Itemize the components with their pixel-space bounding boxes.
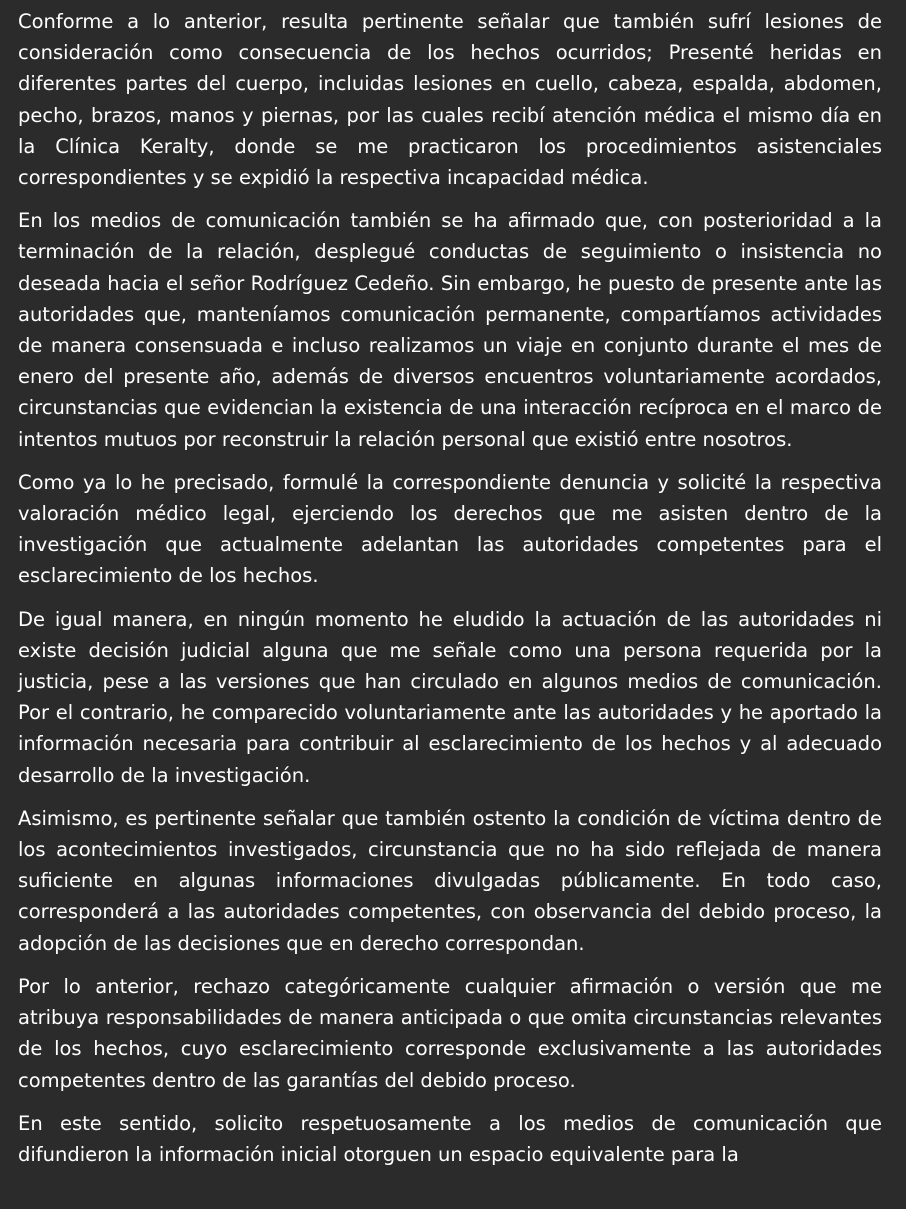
paragraph-injuries: Conforme a lo anterior, resulta pertinente señalar que también sufrí lesiones de consideración como consecuencia de los hechos ocurridos; Presenté heridas en diferentes partes del cuerpo, incluidas lesiones en cuello, cabeza, espalda, abdomen, pecho, brazos, manos y piernas, por las cuales recibí atención médica el mismo día en la Clínica Keralty, donde se me practicaron los procedimientos asistenciales correspondientes y se expidió la respectiva incapacidad médica.: [18, 10, 882, 190]
paragraph-rejection: Por lo anterior, rechazo categóricamente cualquier afirmación o versión que me atribuya responsabilidades de manera anticipada o que omita circunstancias relevantes de los hechos, cuyo esclarecimiento corresponde exclusivamente a las autoridades competentes dentro de las garantías del debido proceso.: [18, 974, 882, 1092]
paragraph-media-claims: En los medios de comunicación también se ha afirmado que, con posterioridad a la terminación de la relación, desplegué conductas de seguimiento o insistencia no deseada hacia el señor Rodríguez Cedeño. Sin embargo, he puesto de presente ante las autoridades que, manteníamos comunicación permanente, compartíamos actividades de manera consensuada e incluso realizamos un viaje en conjunto durante el mes de enero del presente año, además de diversos encuentros voluntariamente acordados, circunstancias que evidencian la existencia de una interacción recíproca en el marco de intentos mutuos por reconstruir la relación personal que existió entre nosotros.: [18, 209, 882, 451]
paragraph-cooperation: De igual manera, en ningún momento he eludido la actuación de las autoridades ni existe decisión judicial alguna que me señale como una persona requerida por la justicia, pese a las versiones que han circulado en algunos medios de comunicación. Por el contrario, he comparecido voluntariamente ante las autoridades y he aportado la información necesaria para contribuir al esclarecimiento de los hechos y al adecuado desarrollo de la investigación.: [18, 607, 882, 787]
paragraph-request: En este sentido, solicito respetuosamente a los medios de comunicación que difundieron la información inicial otorguen un espacio equivalente para la: [18, 1111, 882, 1166]
paragraph-complaint: Como ya lo he precisado, formulé la correspondiente denuncia y solicité la respectiva valoración médico legal, ejerciendo los derechos que me asisten dentro de la investigación que actualmente adelantan las autoridades competentes para el esclarecimiento de los hechos.: [18, 470, 882, 588]
paragraph-victim-status: Asimismo, es pertinente señalar que también ostento la condición de víctima dentro de los acontecimientos investigados, circunstancia que no ha sido reflejada de manera suficiente en algunas informaciones divulgadas públicamente. En todo caso, corresponderá a las autoridades competentes, con observancia del debido proceso, la adopción de las decisiones que en derecho correspondan.: [18, 806, 882, 955]
